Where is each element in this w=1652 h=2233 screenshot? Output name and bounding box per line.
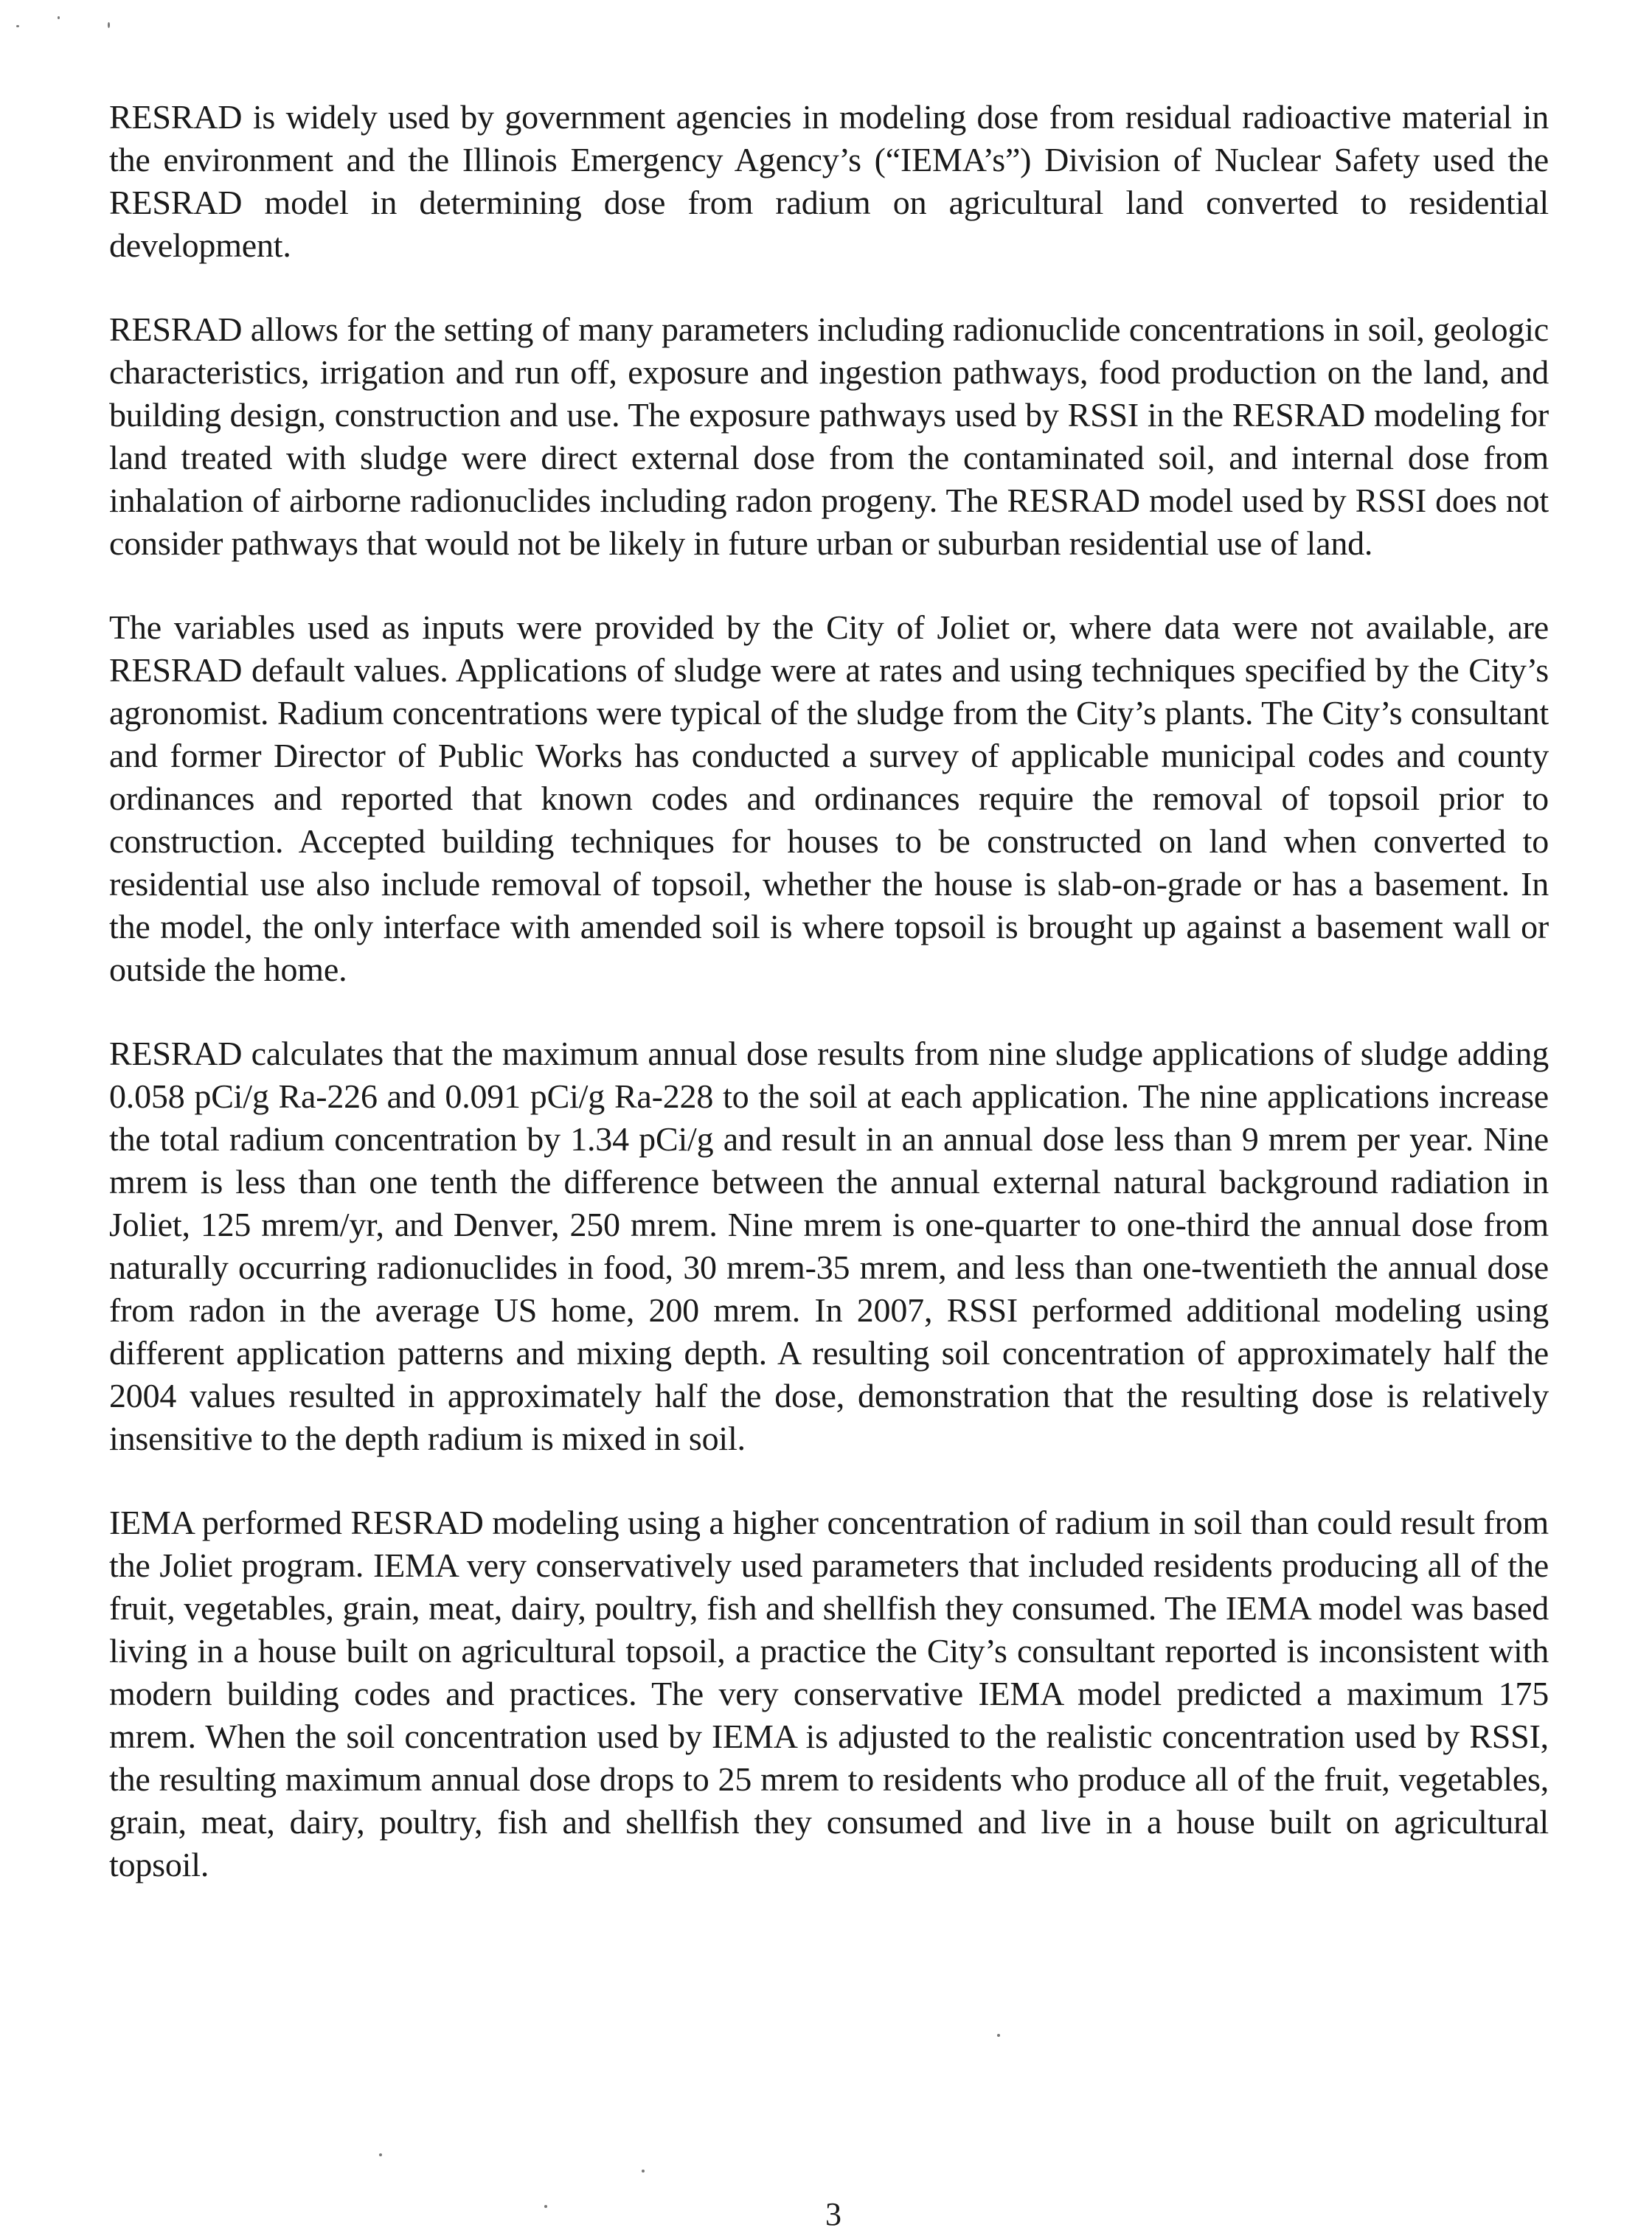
scan-speck [108, 22, 110, 28]
scan-speck [379, 2153, 382, 2156]
scan-speck [544, 2205, 547, 2208]
scan-speck [997, 2034, 1000, 2037]
paragraph-resrad-usage: RESRAD is widely used by government agencies in modeling dose from residual radioactive material in the environment and the Illinois Emergency Agency’s (“IEMA’s”) Division of Nuclear Safety used the RESRAD model in determining dose from radium on agricultural land converted to residential development. [109, 98, 1549, 264]
paragraph-dose-results: RESRAD calculates that the maximum annual dose results from nine sludge applications of sludge adding 0.058 pCi/g Ra-226 and 0.091 pCi/g Ra-228 to the soil at each application. The nine applications increase the total radium concentration by 1.34 pCi/g and result in an annual dose less than 9 mrem per year. Nine mrem is less than one tenth the difference between the annual external natural background radiation in Joliet, 125 mrem/yr, and Denver, 250 mrem. Nine mrem is one-quarter to one-third the annual dose from naturally occurring radionuclides in food, 30 mrem-35 mrem, and less than one-twentieth the annual dose from radon in the average US home, 200 mrem. In 2007, RSSI performed additional modeling using different application patterns and mixing depth. A resulting soil concentration of approximately half the 2004 values resulted in approximately half the dose, demonstration that the resulting dose is relatively insensitive to the depth radium is mixed in soil. [109, 1035, 1549, 1457]
body-text [109, 96, 1549, 1928]
paragraph-input-variables: The variables used as inputs were provided by the City of Joliet or, where data were not available, are RESRAD default values. Applications of sludge were at rates and using techniques specified by the City’s agronomist. Radium concentrations were typical of the sludge from the City’s plants. The City’s consultant and former Director of Public Works has conducted a survey of applicable municipal codes and county ordinances and reported that known codes and ordinances require the removal of topsoil prior to construction. Accepted building techniques for houses to be constructed on land when converted to residential use also include removal of topsoil, whether the house is slab-on-grade or has a basement. In the model, the only interface with amended soil is where topsoil is brought up against a basement wall or outside the home. [109, 608, 1549, 988]
scan-speck [58, 16, 60, 19]
paragraph-resrad-parameters: RESRAD allows for the setting of many parameters including radionuclide concentrations in soil, geologic characteristics, irrigation and run off, exposure and ingestion pathways, food production on the land, and building design, construction and use. The exposure pathways used by RSSI in the RESRAD modeling for land treated with sludge were direct external dose from the contaminated soil, and internal dose from inhalation of airborne radionuclides including radon progeny. The RESRAD model used by RSSI does not consider pathways that would not be likely in future urban or suburban residential use of land. [109, 310, 1549, 562]
scan-speck [16, 25, 19, 27]
scan-speck [642, 2170, 645, 2173]
paragraph-iema-modeling: IEMA performed RESRAD modeling using a higher concentration of radium in soil than could result from the Joliet program. IEMA very conservatively used parameters that included residents producing all of the fruit, vegetables, grain, meat, dairy, poultry, fish and shellfish they consumed. The IEMA model was based living in a house built on agricultural topsoil, a practice the City’s consultant reported is inconsistent with modern building codes and practices. The very conservative IEMA model predicted a maximum 175 mrem. When the soil concentration used by IEMA is adjusted to the realistic concentration used by RSSI, the resulting maximum annual dose drops to 25 mrem to residents who produce all of the fruit, vegetables, grain, meat, dairy, poultry, fish and shellfish they consumed and live in a house built on agricultural topsoil. [109, 1504, 1549, 1883]
page-number: 3 [825, 2196, 841, 2232]
